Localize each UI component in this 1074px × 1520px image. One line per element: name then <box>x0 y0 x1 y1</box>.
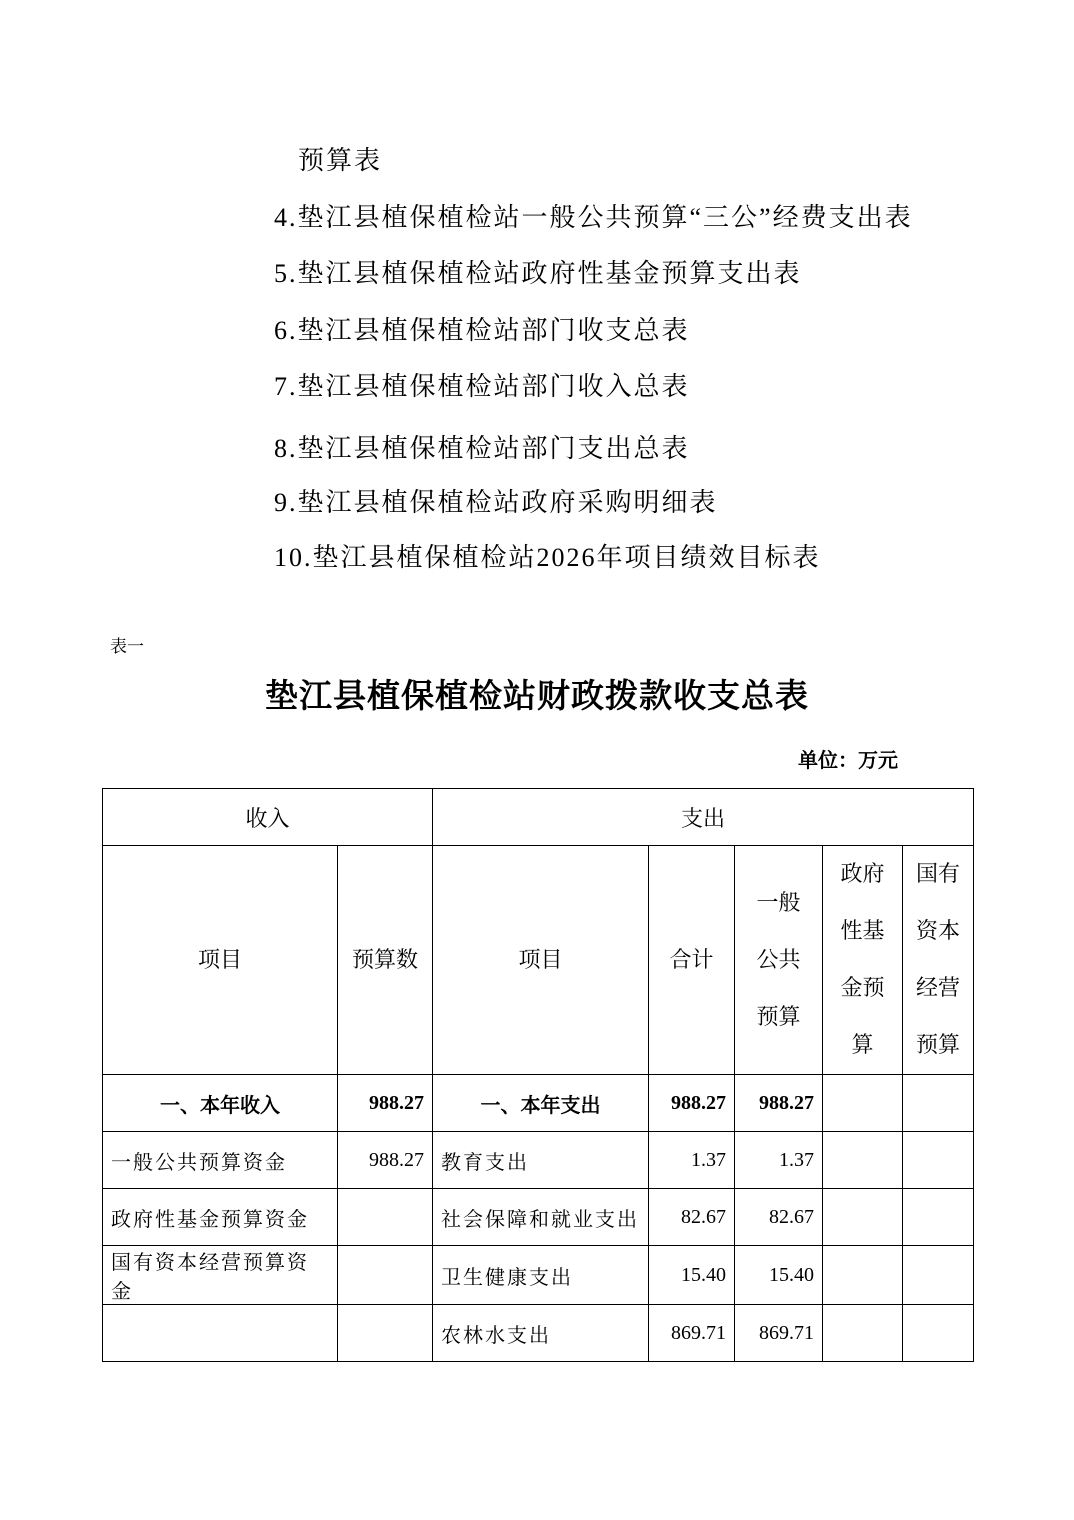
column-header <box>823 846 903 1075</box>
list-item: 6.垫江县植保植检站部门收支总表 <box>274 316 690 345</box>
table-row <box>103 1305 974 1362</box>
table-cell: 一、本年支出 <box>433 1075 649 1132</box>
table-cell: 988.27 <box>338 1075 433 1132</box>
column-header-line: 性基 <box>840 919 885 944</box>
table-cell <box>338 1246 433 1305</box>
table-cell: 政府性基金预算资金 <box>103 1189 338 1246</box>
table-cell: 社会保障和就业支出 <box>433 1189 649 1246</box>
budget-table <box>102 788 974 1362</box>
table-cell <box>903 1132 974 1189</box>
table-cell: 82.67 <box>735 1189 823 1246</box>
table-cell: 国有资本经营预算资金 <box>103 1246 338 1305</box>
column-header-line: 算 <box>851 1033 874 1058</box>
column-header-line: 预算数 <box>351 947 418 973</box>
column-header-line: 预算 <box>915 1033 960 1058</box>
column-header-line: 资本 <box>915 919 960 944</box>
list-item: 10.垫江县植保植检站2026年项目绩效目标表 <box>274 543 821 572</box>
group-header-expense: 支出 <box>433 789 974 846</box>
list-item: 7.垫江县植保植检站部门收入总表 <box>274 372 690 401</box>
table-cell <box>903 1075 974 1132</box>
column-header-line: 政府 <box>840 862 885 887</box>
column-header-line: 公共 <box>756 947 801 973</box>
table-cell: 988.27 <box>735 1075 823 1132</box>
table-cell <box>338 1305 433 1362</box>
table-cell <box>823 1189 903 1246</box>
table-cell: 15.40 <box>735 1246 823 1305</box>
table-label: 表一 <box>110 637 144 656</box>
table-cell <box>823 1305 903 1362</box>
column-header-line: 金预 <box>840 976 885 1001</box>
unit-label: 单位：万元 <box>798 750 898 772</box>
column-header <box>649 846 735 1075</box>
table-cell: 一般公共预算资金 <box>103 1132 338 1189</box>
table-row <box>103 1075 974 1132</box>
table-cell: 一、本年收入 <box>103 1075 338 1132</box>
table-cell: 82.67 <box>649 1189 735 1246</box>
column-header-line: 项目 <box>518 947 563 973</box>
table-cell: 教育支出 <box>433 1132 649 1189</box>
table-cell <box>823 1132 903 1189</box>
group-header-income: 收入 <box>103 789 433 846</box>
column-header <box>433 846 649 1075</box>
page-title: 垫江县植保植检站财政拨款收支总表 <box>265 676 809 715</box>
table-cell <box>903 1246 974 1305</box>
column-header-line: 项目 <box>197 947 242 973</box>
list-item: 5.垫江县植保植检站政府性基金预算支出表 <box>274 259 802 288</box>
table-cell: 卫生健康支出 <box>433 1246 649 1305</box>
column-header-line: 国有 <box>915 862 960 887</box>
column-header-line: 合计 <box>669 947 714 973</box>
list-item: 4.垫江县植保植检站一般公共预算“三公”经费支出表 <box>274 203 913 232</box>
table-cell <box>103 1305 338 1362</box>
column-header-line: 预算 <box>756 1004 801 1030</box>
list-item: 8.垫江县植保植检站部门支出总表 <box>274 434 690 463</box>
column-header-line: 经营 <box>915 976 960 1001</box>
column-header <box>735 846 823 1075</box>
table-cell <box>823 1246 903 1305</box>
table-cell: 988.27 <box>649 1075 735 1132</box>
table-cell: 869.71 <box>649 1305 735 1362</box>
list-continuation: 预算表 <box>298 146 383 175</box>
column-header <box>103 846 338 1075</box>
column-header <box>338 846 433 1075</box>
column-header-line: 一般 <box>756 890 801 916</box>
table-row <box>103 1132 974 1189</box>
table-cell <box>823 1075 903 1132</box>
table-cell <box>903 1189 974 1246</box>
table-row <box>103 1189 974 1246</box>
table-cell: 869.71 <box>735 1305 823 1362</box>
table-cell: 15.40 <box>649 1246 735 1305</box>
table-cell <box>903 1305 974 1362</box>
table-cell: 988.27 <box>338 1132 433 1189</box>
table-cell <box>338 1189 433 1246</box>
table-cell: 农林水支出 <box>433 1305 649 1362</box>
list-item: 9.垫江县植保植检站政府采购明细表 <box>274 488 718 517</box>
table-cell: 1.37 <box>735 1132 823 1189</box>
column-header <box>903 846 974 1075</box>
table-row <box>103 1246 974 1305</box>
table-cell: 1.37 <box>649 1132 735 1189</box>
